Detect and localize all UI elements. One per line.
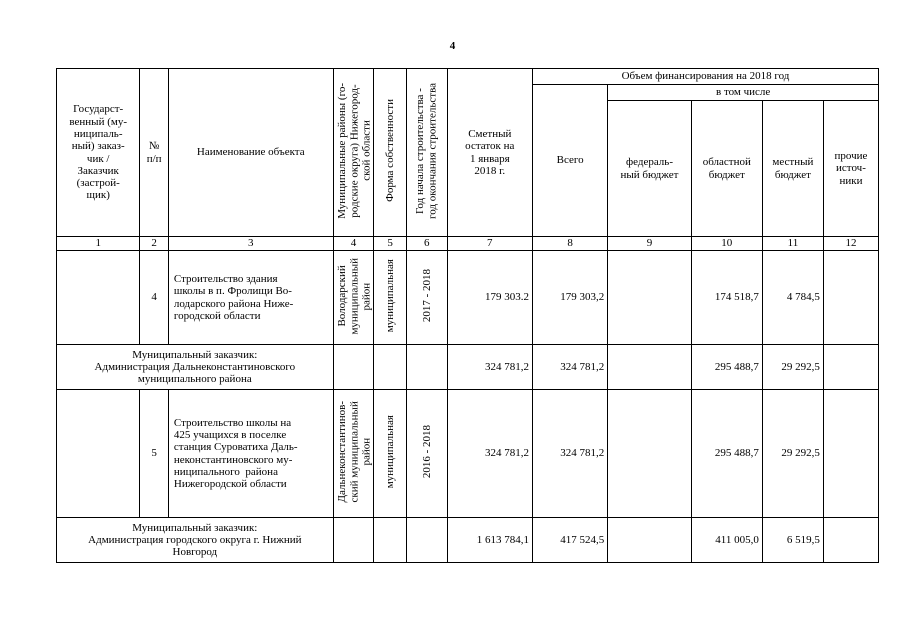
header-other: прочие источ- ники (823, 101, 878, 237)
row-number: 4 (140, 251, 168, 345)
district-cell (333, 251, 374, 345)
estimate-value: 179 303.2 (447, 251, 532, 345)
object-name: Строительство здания школы в п. Фролищи Во- лодарского района Ниже- городской области (168, 251, 333, 345)
empty-cell (823, 345, 878, 390)
financing-table (56, 68, 879, 563)
empty-cell (608, 345, 691, 390)
total-value: 324 781,2 (533, 390, 608, 518)
column-numbers-row (57, 237, 879, 251)
page-number: 4 (449, 40, 456, 52)
federal-value (608, 251, 691, 345)
header-local: местный бюджет (762, 101, 823, 237)
years-cell (406, 251, 447, 345)
header-num: № п/п (140, 69, 168, 237)
empty-cell (823, 518, 878, 563)
district-cell (333, 390, 374, 518)
header-total: Всего (533, 85, 608, 237)
column-number: 8 (533, 237, 608, 251)
column-number: 11 (762, 237, 823, 251)
customer-label: Муниципальный заказчик: Администрация городского округа г. Нижний Новгород (57, 518, 334, 563)
column-number: 10 (691, 237, 762, 251)
ownership: муниципальная (383, 259, 396, 333)
district: Володарский муниципальный район (335, 257, 373, 335)
district: Дальнеконстантинов- ский муниципальный район (335, 401, 373, 503)
object-name: Строительство школы на 425 учащихся в поселке станция Суроватиха Даль- неконстантиновского му- ниципального района Нижегородской области (168, 390, 333, 518)
estimate-value: 324 781,2 (447, 345, 532, 390)
empty-cell (333, 518, 374, 563)
header-districts: Муниципальные районы (го- родские округа) Нижегород- ской области (335, 82, 373, 219)
column-number: 3 (168, 237, 333, 251)
ownership: муниципальная (383, 415, 396, 489)
header-object-name: Наименование объекта (168, 69, 333, 237)
empty-cell (374, 518, 407, 563)
column-number: 9 (608, 237, 691, 251)
header-years: Год начала строительства - год окончания строительства (414, 82, 439, 219)
column-number: 4 (333, 237, 374, 251)
other-value (823, 390, 878, 518)
empty-cell (406, 518, 447, 563)
column-number: 2 (140, 237, 168, 251)
header-federal: федераль- ный бюджет (608, 101, 691, 237)
estimate-value: 324 781,2 (447, 390, 532, 518)
row-customer-cell (57, 251, 140, 345)
column-number: 6 (406, 237, 447, 251)
years-cell (406, 390, 447, 518)
ownership-cell (374, 251, 407, 345)
header-estimate: Сметный остаток на 1 января 2018 г. (447, 69, 532, 237)
local-value: 6 519,5 (762, 518, 823, 563)
ownership-cell (374, 390, 407, 518)
header-regional: областной бюджет (691, 101, 762, 237)
column-number: 5 (374, 237, 407, 251)
header-districts-cell (333, 69, 374, 237)
header-funding-group: Объем финансирования на 2018 год (533, 69, 879, 85)
header-including: в том числе (608, 85, 879, 101)
empty-cell (333, 345, 374, 390)
customer-label: Муниципальный заказчик: Администрация Дальнеконстантиновского муниципального района (57, 345, 334, 390)
total-value: 417 524,5 (533, 518, 608, 563)
empty-cell (608, 518, 691, 563)
other-value (823, 251, 878, 345)
column-number: 1 (57, 237, 140, 251)
total-value: 179 303,2 (533, 251, 608, 345)
row-number: 5 (140, 390, 168, 518)
regional-value: 174 518,7 (691, 251, 762, 345)
header-years-cell (406, 69, 447, 237)
years: 2016 - 2018 (420, 425, 433, 479)
header-ownership-cell (374, 69, 407, 237)
regional-value: 295 488,7 (691, 390, 762, 518)
regional-value: 411 005,0 (691, 518, 762, 563)
federal-value (608, 390, 691, 518)
local-value: 29 292,5 (762, 390, 823, 518)
local-value: 4 784,5 (762, 251, 823, 345)
customer-summary-row (57, 518, 879, 563)
total-value: 324 781,2 (533, 345, 608, 390)
estimate-value: 1 613 784,1 (447, 518, 532, 563)
header-ownership: Форма собственности (383, 99, 396, 203)
column-number: 12 (823, 237, 878, 251)
customer-summary-row (57, 345, 879, 390)
regional-value: 295 488,7 (691, 345, 762, 390)
table-row (57, 251, 879, 345)
row-customer-cell (57, 390, 140, 518)
column-number: 7 (447, 237, 532, 251)
local-value: 29 292,5 (762, 345, 823, 390)
table-row (57, 390, 879, 518)
empty-cell (374, 345, 407, 390)
years: 2017 - 2018 (420, 269, 433, 323)
header-customer: Государст- венный (му- ниципаль- ный) заказ- чик / Заказчик (застрой- щик) (57, 69, 140, 237)
empty-cell (406, 345, 447, 390)
